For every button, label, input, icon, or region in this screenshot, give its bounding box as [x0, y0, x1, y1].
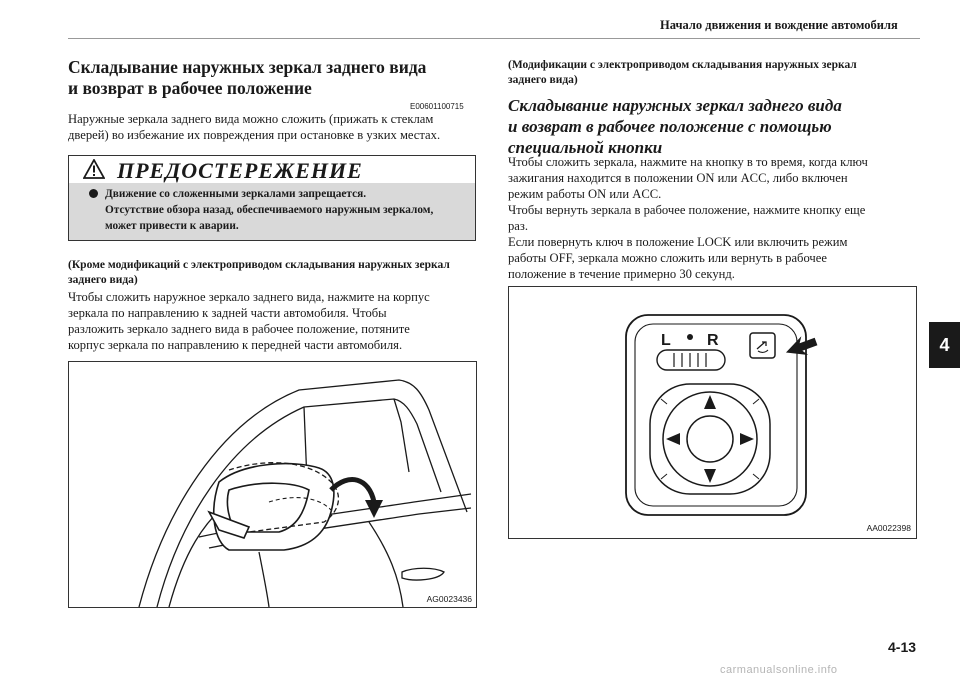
watermark: carmanualsonline.info: [720, 664, 838, 676]
text-line: Если повернуть ключ в положение LOCK или включить режим: [508, 235, 848, 249]
warning-line: может привести к аварии.: [105, 220, 239, 232]
text-line: дверей) во избежание их повреждения при остановке в узких местах.: [68, 128, 441, 142]
heading-line: специальной кнопки: [508, 138, 663, 157]
text-line: корпус зеркала по направлению к передней части автомобиля.: [68, 338, 403, 352]
switch-right-label: R: [707, 332, 719, 349]
warning-title: ПРЕДОСТЕРЕЖЕНИЕ: [117, 158, 363, 183]
text-line: раз.: [508, 219, 529, 233]
text-line: разложить зеркало заднего вида в рабочее положение, потяните: [68, 322, 410, 336]
text-line: Чтобы сложить наружное зеркало заднего вида, нажмите на корпус: [68, 290, 430, 304]
text-line: зеркала по направлению к задней части автомобиля. Чтобы: [68, 306, 387, 320]
text-line: зажигания находится в положении ON или ACC, либо включен: [508, 171, 848, 185]
header-rule: [68, 38, 920, 39]
mirror-fold-figure: [68, 361, 477, 608]
figure-code: AG0023436: [426, 594, 472, 604]
bullet-icon: [89, 189, 98, 198]
text-line: (Модификации с электроприводом складывания наружных зеркал: [508, 59, 857, 71]
text-line: (Кроме модификаций с электроприводом складывания наружных зеркал: [68, 259, 450, 271]
mirror-switch-illustration: [509, 287, 916, 538]
warning-line: Отсутствие обзора назад, обеспечиваемого наружным зеркалом,: [105, 204, 434, 216]
text-line: Чтобы вернуть зеркала в рабочее положение, нажмите кнопку еще: [508, 203, 866, 217]
section-heading-line: Складывание наружных зеркал заднего вида: [68, 57, 427, 77]
subsection-heading: [508, 95, 928, 158]
text-line: заднего вида): [508, 74, 578, 86]
text-line: работы OFF, зеркала можно сложить или вернуть в рабочее: [508, 251, 827, 265]
section-heading-line: и возврат в рабочее положение: [68, 78, 312, 98]
fold-button: [750, 333, 775, 358]
warning-triangle-icon: [83, 159, 105, 179]
text-line: заднего вида): [68, 274, 138, 286]
variant-subheading: [508, 58, 918, 88]
warning-box: [68, 155, 476, 241]
switch-left-label: L: [661, 332, 671, 349]
figure-code: AA0022398: [866, 523, 911, 533]
section-heading: [68, 57, 468, 99]
page-number: 4-13: [888, 639, 917, 655]
switch-neutral-dot: [687, 334, 693, 340]
chapter-tab: 4: [929, 322, 960, 368]
warning-line: Движение со сложенными зеркалами запрещается.: [105, 188, 367, 200]
body-paragraph: [508, 154, 923, 282]
text-line: Чтобы сложить зеркала, нажмите на кнопку в то время, когда ключ: [508, 155, 868, 169]
running-header: Начало движения и вождение автомобиля: [660, 18, 898, 32]
text-line: положение в течение примерно 30 секунд.: [508, 267, 735, 281]
car-mirror-illustration: [69, 362, 476, 607]
intro-paragraph: [68, 111, 478, 143]
heading-line: Складывание наружных зеркал заднего вида: [508, 96, 842, 115]
doc-code: E00601100715: [410, 102, 464, 111]
text-line: режим работы ON или ACC.: [508, 187, 662, 201]
warning-body: [69, 183, 475, 240]
heading-line: и возврат в рабочее положение с помощью: [508, 117, 832, 136]
warning-text: [105, 186, 465, 234]
text-line: Наружные зеркала заднего вида можно сложить (прижать к стеклам: [68, 112, 434, 126]
variant-subheading: [68, 258, 478, 288]
body-paragraph: [68, 289, 478, 353]
warning-header: [69, 156, 475, 183]
mirror-switch-figure: [508, 286, 917, 539]
